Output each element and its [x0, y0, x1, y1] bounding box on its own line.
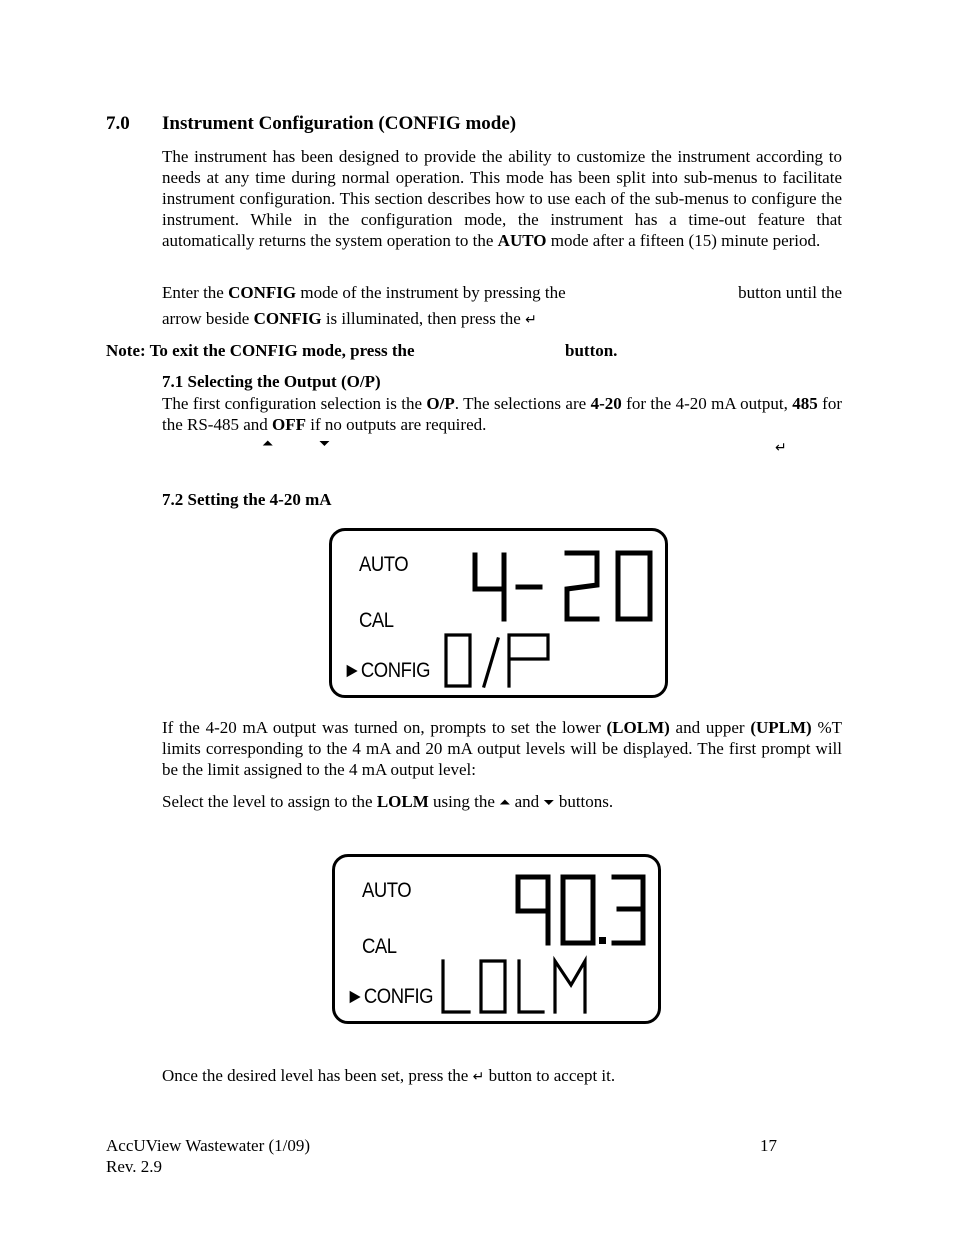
footer-page-number: 17 — [760, 1136, 777, 1155]
lcd-small-digits-lolm — [443, 961, 585, 1012]
lcd-config-label: ►CONFIG — [346, 985, 434, 1008]
lcd-auto-label: AUTO — [362, 879, 412, 902]
lcd-seven-segment-readout — [335, 857, 658, 1021]
subsection-7-1-paragraph: The first configuration selection is the O/P. The selections are 4-20 for the 4-20 mA output, 485 for the RS-485 and OFF if no outputs are required. — [162, 394, 843, 434]
lcd-display-output — [329, 528, 668, 698]
lcd-big-digits-90-3 — [518, 877, 643, 944]
lcd-cal-label: CAL — [359, 609, 394, 632]
lcd-config-label: ►CONFIG — [343, 659, 431, 682]
down-arrow-icon: ⏷ — [319, 436, 331, 452]
lcd-display-lolm — [332, 854, 661, 1024]
enter-icon: ↵ — [775, 440, 787, 456]
enter-config-line-2: arrow beside CONFIG is illuminated, then press the ↵ — [162, 309, 537, 328]
enter-icon: ↵ — [472, 1069, 485, 1085]
section-title: Instrument Configuration (CONFIG mode) — [162, 113, 517, 134]
lcd-auto-label: AUTO — [359, 553, 409, 576]
footer-revision: Rev. 2.9 — [106, 1157, 163, 1176]
down-arrow-icon: ⏷ — [543, 795, 555, 811]
accept-paragraph: Once the desired level has been set, press the ↵ button to accept it. — [162, 1066, 616, 1085]
note-label: Note: To exit the CONFIG mode, press the — [106, 341, 415, 360]
select-level-paragraph: Select the level to assign to the LOLM using the ⏶ and ⏷ buttons. — [162, 792, 614, 811]
subsection-7-2-heading: 7.2 Setting the 4-20 mA — [162, 490, 332, 509]
section-number: 7.0 — [106, 113, 130, 134]
note-button-text: button. — [565, 341, 618, 360]
auto-mode-label: AUTO — [497, 231, 547, 250]
up-arrow-icon: ⏶ — [262, 436, 274, 452]
lcd-small-digits-op — [446, 635, 548, 686]
section-heading — [106, 113, 516, 135]
lcd-cal-label: CAL — [362, 935, 397, 958]
lcd-seven-segment-readout — [332, 531, 665, 695]
intro-paragraph: The instrument has been designed to provide the ability to customize the instrument according to needs at any time during normal operation. This mode has been split into sub-menus to facilitate instrument configuration. This section describes how to use each of the sub-menus to configure the instrument. While in the configuration mode, the instrument has a time-out feature that automatically returns the system operation to the AUTO mode after a fifteen (15) minute period. — [162, 147, 842, 250]
footer-document-name: AccUView Wastewater (1/09) — [106, 1136, 311, 1155]
up-arrow-icon: ⏶ — [499, 795, 511, 811]
enter-config-line-1: Enter the CONFIG mode of the instrument by pressing the button until the — [162, 283, 842, 302]
subsection-7-1-heading: 7.1 Selecting the Output (O/P) — [162, 372, 381, 391]
enter-icon: ↵ — [525, 312, 537, 328]
lcd-big-digits-4-20 — [475, 553, 650, 619]
limits-paragraph: If the 4-20 mA output was turned on, prompts to set the lower (LOLM) and upper (UPLM) %T limits corresponding to the 4 mA and 20 mA output levels will be displayed. The first prompt will be the limit assigned to the 4 mA output level: — [162, 718, 843, 779]
